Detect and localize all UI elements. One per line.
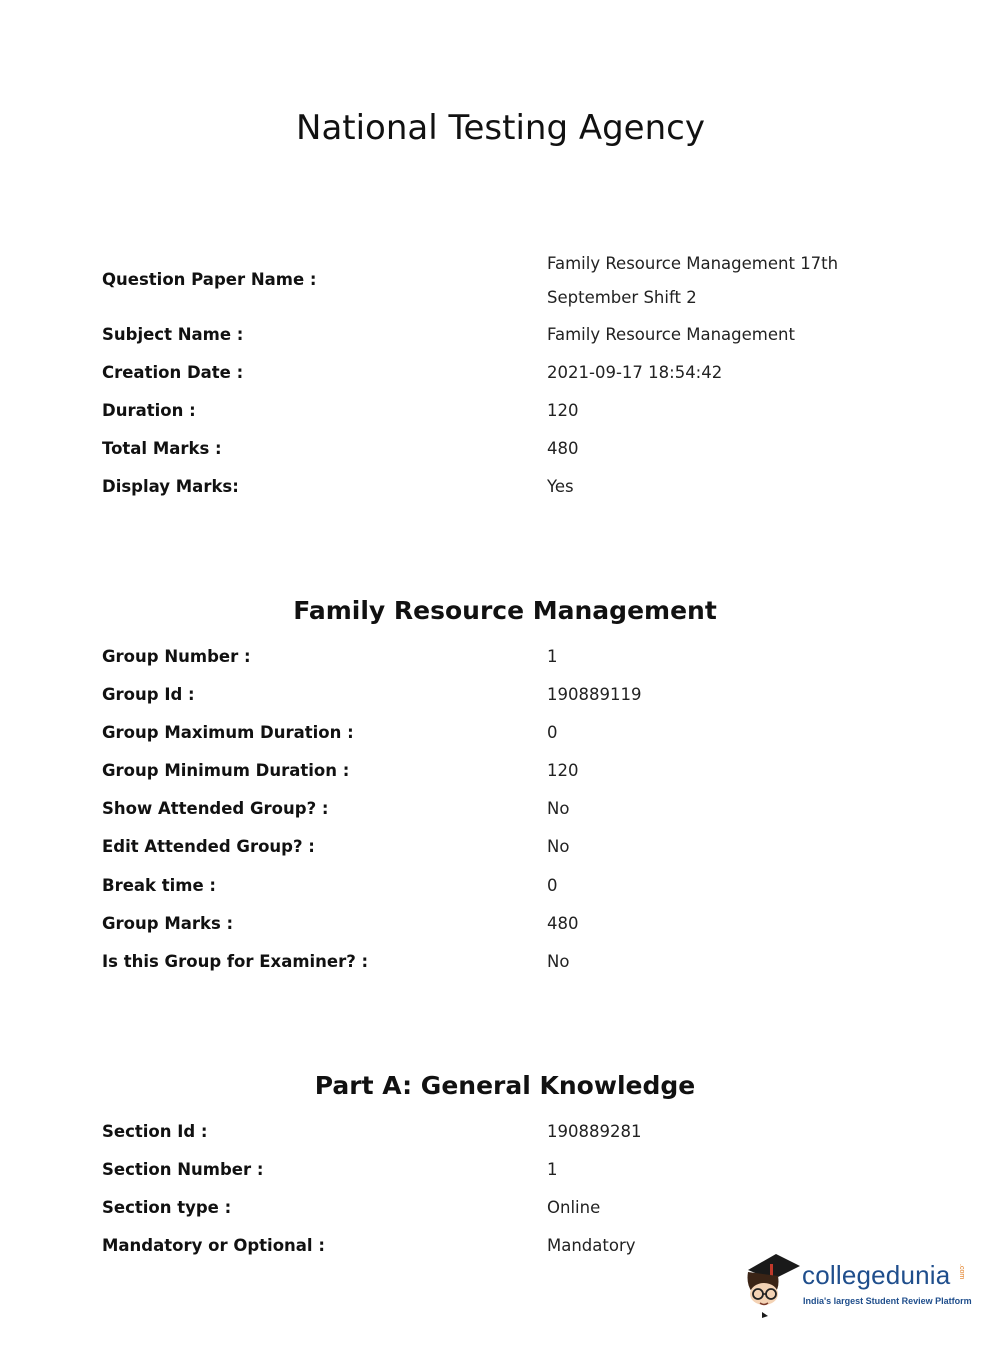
edit-attended-group-label: Edit Attended Group? : (102, 837, 315, 856)
paper-name-label: Question Paper Name : (102, 270, 317, 289)
group-max-duration-label: Group Maximum Duration : (102, 723, 354, 742)
group-min-duration-label: Group Minimum Duration : (102, 761, 350, 780)
group-for-examiner-label: Is this Group for Examiner? : (102, 952, 369, 971)
collegedunia-logo (742, 1250, 972, 1320)
section-number-value: 1 (547, 1160, 558, 1179)
group-marks-value: 480 (547, 914, 579, 933)
creation-date-label: Creation Date : (102, 363, 244, 382)
subject-name-label: Subject Name : (102, 325, 244, 344)
section-type-value: Online (547, 1198, 601, 1217)
mandatory-optional-value: Mandatory (547, 1236, 636, 1255)
group-number-label: Group Number : (102, 647, 251, 666)
break-time-label: Break time : (102, 876, 217, 895)
duration-label: Duration : (102, 401, 196, 420)
brand-suffix: .com (958, 1264, 965, 1280)
group-id-value: 190889119 (547, 685, 642, 704)
section-id-label: Section Id : (102, 1122, 208, 1141)
group-heading: Family Resource Management (293, 596, 717, 625)
total-marks-label: Total Marks : (102, 439, 222, 458)
section-type-label: Section type : (102, 1198, 232, 1217)
brand-tagline: India's largest Student Review Platform (803, 1296, 972, 1306)
subject-name-value: Family Resource Management (547, 325, 795, 344)
display-marks-label: Display Marks: (102, 477, 239, 496)
section-heading: Part A: General Knowledge (314, 1071, 696, 1100)
brand-name: collegedunia (802, 1260, 951, 1290)
group-marks-label: Group Marks : (102, 914, 234, 933)
page-title: National Testing Agency (296, 108, 705, 148)
total-marks-value: 480 (547, 439, 579, 458)
group-id-label: Group Id : (102, 685, 195, 704)
mandatory-optional-label: Mandatory or Optional : (102, 1236, 325, 1255)
section-number-label: Section Number : (102, 1160, 264, 1179)
creation-date-value: 2021-09-17 18:54:42 (547, 363, 723, 382)
display-marks-value: Yes (547, 477, 574, 496)
show-attended-group-value: No (547, 799, 570, 818)
group-for-examiner-value: No (547, 952, 570, 971)
mascot-icon (742, 1250, 802, 1320)
show-attended-group-label: Show Attended Group? : (102, 799, 329, 818)
duration-value: 120 (547, 401, 579, 420)
group-min-duration-value: 120 (547, 761, 579, 780)
group-max-duration-value: 0 (547, 723, 558, 742)
edit-attended-group-value: No (547, 837, 570, 856)
section-id-value: 190889281 (547, 1122, 642, 1141)
group-number-value: 1 (547, 647, 558, 666)
paper-name-value: Family Resource Management 17th September Shift 2 (547, 254, 839, 307)
break-time-value: 0 (547, 876, 558, 895)
